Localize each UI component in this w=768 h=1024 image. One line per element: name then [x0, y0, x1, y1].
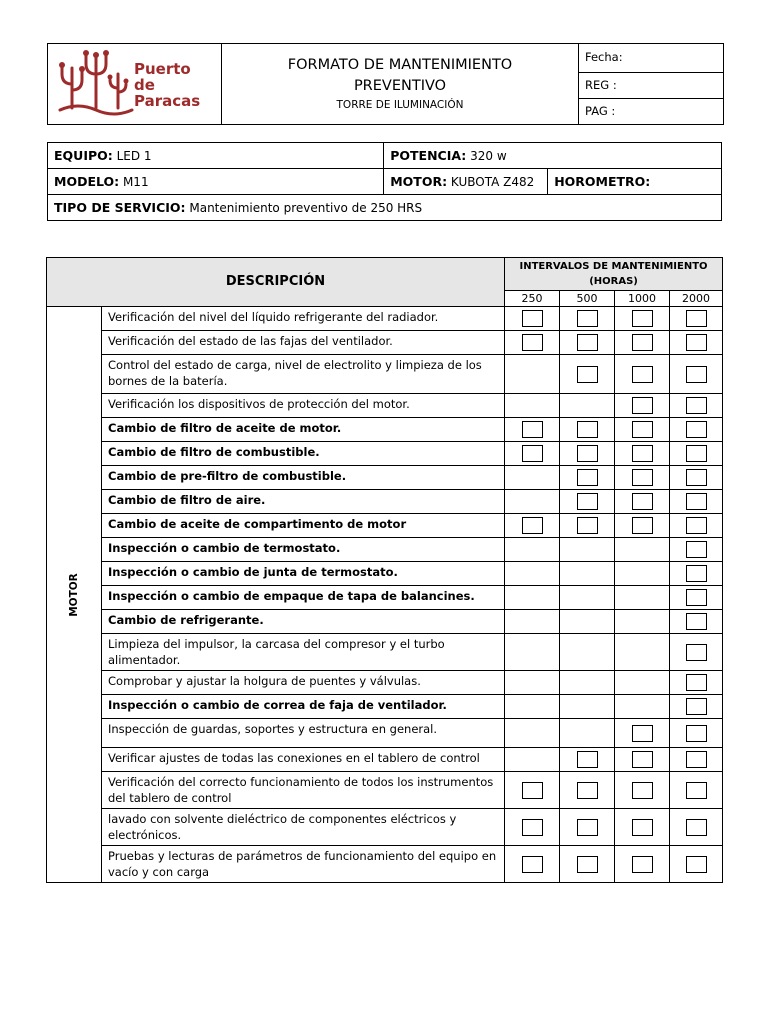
- interval-cell-500: [560, 538, 615, 562]
- equipo-label: EQUIPO:: [54, 148, 113, 163]
- logo-cell: [48, 44, 222, 124]
- checkbox[interactable]: [632, 445, 653, 462]
- table-row: [47, 355, 723, 394]
- table-row: [47, 846, 723, 883]
- interval-cell-250: [505, 586, 560, 610]
- interval-cell-1000: [615, 307, 670, 331]
- task-description: Verificación del nivel del líquido refrigerante del radiador.: [102, 307, 505, 331]
- modelo-label: MODELO:: [54, 174, 120, 189]
- interval-cell-500: [560, 562, 615, 586]
- interval-cell-2000: [670, 307, 723, 331]
- interval-cell-1000: [615, 846, 670, 883]
- interval-cell-250: [505, 695, 560, 719]
- table-row: [47, 418, 723, 442]
- checkbox[interactable]: [686, 517, 707, 534]
- checkbox[interactable]: [632, 725, 653, 742]
- potencia-value: 320 w: [470, 149, 507, 163]
- task-description: Inspección o cambio de termostato.: [102, 538, 505, 562]
- interval-cell-500: [560, 772, 615, 809]
- checkbox[interactable]: [577, 334, 598, 351]
- interval-250: 250: [505, 291, 560, 307]
- task-description: Verificación los dispositivos de protección del motor.: [102, 394, 505, 418]
- table-row: [47, 695, 723, 719]
- checkbox[interactable]: [577, 421, 598, 438]
- interval-cell-1000: [615, 610, 670, 634]
- fecha-field[interactable]: Fecha:: [579, 44, 723, 73]
- logo-word-2: de: [134, 76, 155, 94]
- interval-cell-1000: [615, 809, 670, 846]
- checkbox[interactable]: [632, 421, 653, 438]
- interval-cell-250: [505, 562, 560, 586]
- logo-word-1: Puerto: [134, 60, 191, 78]
- interval-cell-500: [560, 671, 615, 695]
- interval-cell-500: [560, 809, 615, 846]
- task-description: Cambio de refrigerante.: [102, 610, 505, 634]
- checkbox[interactable]: [686, 310, 707, 327]
- task-description: Verificación del correcto funcionamiento de todos los instrumentos del tablero de control: [102, 772, 505, 809]
- motor-label: MOTOR:: [390, 174, 448, 189]
- checkbox[interactable]: [577, 310, 598, 327]
- interval-cell-250: [505, 514, 560, 538]
- table-row: [47, 719, 723, 748]
- interval-cell-500: [560, 355, 615, 394]
- checkbox[interactable]: [522, 819, 543, 836]
- interval-cell-2000: [670, 538, 723, 562]
- potencia-cell[interactable]: [384, 143, 722, 169]
- interval-cell-1000: [615, 586, 670, 610]
- interval-500: 500: [560, 291, 615, 307]
- checkbox[interactable]: [632, 397, 653, 414]
- checkbox[interactable]: [632, 782, 653, 799]
- table-row: [47, 634, 723, 671]
- table-row: [47, 538, 723, 562]
- horometro-label: HOROMETRO:: [554, 174, 651, 189]
- interval-cell-250: [505, 671, 560, 695]
- interval-cell-2000: [670, 748, 723, 772]
- checkbox[interactable]: [686, 589, 707, 606]
- interval-cell-250: [505, 846, 560, 883]
- table-row: [47, 562, 723, 586]
- interval-cell-250: [505, 442, 560, 466]
- puerto-de-paracas-logo: [48, 44, 222, 124]
- interval-cell-2000: [670, 586, 723, 610]
- tipo-servicio-label: TIPO DE SERVICIO:: [54, 200, 186, 215]
- table-row: [47, 610, 723, 634]
- checkbox[interactable]: [577, 493, 598, 510]
- interval-cell-2000: [670, 466, 723, 490]
- interval-cell-250: [505, 610, 560, 634]
- checkbox[interactable]: [522, 445, 543, 462]
- checkbox[interactable]: [686, 613, 707, 630]
- checkbox[interactable]: [632, 819, 653, 836]
- table-row: [47, 331, 723, 355]
- checkbox[interactable]: [686, 565, 707, 582]
- interval-cell-500: [560, 719, 615, 748]
- title-line-1: FORMATO DE MANTENIMIENTO: [287, 57, 513, 73]
- interval-cell-1000: [615, 418, 670, 442]
- interval-cell-500: [560, 586, 615, 610]
- interval-cell-2000: [670, 809, 723, 846]
- task-description: Inspección o cambio de correa de faja de ventilador.: [102, 695, 505, 719]
- interval-cell-500: [560, 634, 615, 671]
- interval-cell-1000: [615, 466, 670, 490]
- checkbox[interactable]: [632, 366, 653, 383]
- interval-1000: 1000: [615, 291, 670, 307]
- interval-cell-500: [560, 418, 615, 442]
- task-description: Inspección de guardas, soportes y estructura en general.: [102, 719, 505, 748]
- interval-cell-250: [505, 809, 560, 846]
- interval-cell-250: [505, 719, 560, 748]
- interval-cell-2000: [670, 772, 723, 809]
- interval-cell-500: [560, 695, 615, 719]
- interval-cell-1000: [615, 562, 670, 586]
- interval-cell-2000: [670, 331, 723, 355]
- checkbox[interactable]: [686, 334, 707, 351]
- title-line-2: PREVENTIVO: [353, 78, 447, 94]
- interval-cell-1000: [615, 634, 670, 671]
- interval-cell-2000: [670, 418, 723, 442]
- document-subtitle: TORRE DE ILUMINACIÓN: [336, 99, 464, 111]
- task-description: Pruebas y lecturas de parámetros de funcionamiento del equipo en vacío y con carga: [102, 846, 505, 883]
- table-row: [47, 809, 723, 846]
- checkbox[interactable]: [632, 469, 653, 486]
- checkbox[interactable]: [522, 334, 543, 351]
- task-description: Comprobar y ajustar la holgura de puentes y válvulas.: [102, 671, 505, 695]
- interval-cell-1000: [615, 695, 670, 719]
- checkbox[interactable]: [577, 469, 598, 486]
- table-row: [47, 307, 723, 331]
- interval-cell-2000: [670, 671, 723, 695]
- interval-cell-2000: [670, 514, 723, 538]
- interval-cell-1000: [615, 748, 670, 772]
- task-description: Cambio de filtro de aceite de motor.: [102, 418, 505, 442]
- checkbox[interactable]: [686, 819, 707, 836]
- table-row: [47, 490, 723, 514]
- interval-2000: 2000: [670, 291, 723, 307]
- interval-cell-500: [560, 610, 615, 634]
- checkbox[interactable]: [632, 856, 653, 873]
- motor-cell[interactable]: [384, 169, 548, 195]
- checkbox[interactable]: [686, 493, 707, 510]
- checkbox[interactable]: [522, 310, 543, 327]
- checkbox[interactable]: [577, 517, 598, 534]
- checkbox[interactable]: [577, 782, 598, 799]
- potencia-label: POTENCIA:: [390, 148, 467, 163]
- checkbox[interactable]: [686, 856, 707, 873]
- table-row: [47, 514, 723, 538]
- horometro-cell[interactable]: [548, 169, 722, 195]
- maintenance-checklist-table: [46, 257, 723, 883]
- interval-cell-2000: [670, 695, 723, 719]
- interval-cell-2000: [670, 846, 723, 883]
- task-description: Inspección o cambio de empaque de tapa de balancines.: [102, 586, 505, 610]
- interval-cell-1000: [615, 719, 670, 748]
- checkbox[interactable]: [686, 469, 707, 486]
- checkbox[interactable]: [577, 445, 598, 462]
- tipo-servicio-value: Mantenimiento preventivo de 250 HRS: [189, 201, 423, 215]
- interval-cell-250: [505, 418, 560, 442]
- interval-cell-2000: [670, 490, 723, 514]
- interval-cell-250: [505, 394, 560, 418]
- interval-cell-1000: [615, 772, 670, 809]
- modelo-value: M11: [122, 175, 149, 189]
- task-description: Limpieza del impulsor, la carcasa del compresor y el turbo alimentador.: [102, 634, 505, 671]
- task-description: lavado con solvente dieléctrico de componentes eléctricos y electrónicos.: [102, 809, 505, 846]
- table-row: [47, 394, 723, 418]
- checkbox[interactable]: [577, 819, 598, 836]
- checkbox[interactable]: [686, 445, 707, 462]
- table-row: [47, 586, 723, 610]
- modelo-cell[interactable]: [48, 169, 384, 195]
- checkbox[interactable]: [632, 493, 653, 510]
- interval-cell-1000: [615, 671, 670, 695]
- task-description: Cambio de aceite de compartimento de motor: [102, 514, 505, 538]
- checkbox[interactable]: [686, 698, 707, 715]
- document-title: [222, 55, 578, 97]
- checkbox[interactable]: [686, 366, 707, 383]
- interval-cell-250: [505, 772, 560, 809]
- interval-cell-1000: [615, 331, 670, 355]
- checkbox[interactable]: [577, 751, 598, 768]
- interval-cell-1000: [615, 538, 670, 562]
- interval-cell-2000: [670, 719, 723, 748]
- interval-cell-2000: [670, 442, 723, 466]
- interval-cell-500: [560, 466, 615, 490]
- category-cell: [47, 307, 102, 883]
- table-row: [47, 466, 723, 490]
- motor-value: KUBOTA Z482: [450, 175, 535, 189]
- task-description: Cambio de pre-filtro de combustible.: [102, 466, 505, 490]
- interval-cell-2000: [670, 355, 723, 394]
- task-description: Cambio de filtro de aire.: [102, 490, 505, 514]
- checkbox[interactable]: [632, 334, 653, 351]
- interval-cell-500: [560, 514, 615, 538]
- category-label: MOTOR: [68, 573, 80, 617]
- interval-cell-500: [560, 748, 615, 772]
- equipment-info-table: [47, 142, 722, 221]
- interval-cell-250: [505, 538, 560, 562]
- checkbox[interactable]: [686, 751, 707, 768]
- pag-field[interactable]: PAG :: [585, 104, 616, 118]
- checkbox[interactable]: [577, 366, 598, 383]
- interval-cell-500: [560, 331, 615, 355]
- interval-cell-2000: [670, 634, 723, 671]
- checkbox[interactable]: [686, 397, 707, 414]
- checkbox[interactable]: [632, 751, 653, 768]
- task-description: Cambio de filtro de combustible.: [102, 442, 505, 466]
- task-description: Verificar ajustes de todas las conexiones en el tablero de control: [102, 748, 505, 772]
- interval-cell-1000: [615, 394, 670, 418]
- checkbox[interactable]: [632, 517, 653, 534]
- checkbox[interactable]: [522, 856, 543, 873]
- checkbox[interactable]: [577, 856, 598, 873]
- interval-cell-250: [505, 355, 560, 394]
- interval-cell-2000: [670, 394, 723, 418]
- document-header: [47, 43, 724, 125]
- checkbox[interactable]: [522, 421, 543, 438]
- title-cell: [222, 44, 579, 124]
- interval-cell-500: [560, 490, 615, 514]
- task-description: Inspección o cambio de junta de termostato.: [102, 562, 505, 586]
- intervals-header: INTERVALOS DE MANTENIMIENTO (HORAS): [505, 258, 723, 291]
- logo-word-3: Paracas: [134, 92, 201, 110]
- tipo-servicio-cell[interactable]: [48, 195, 722, 221]
- interval-cell-1000: [615, 355, 670, 394]
- checkbox[interactable]: [686, 644, 707, 661]
- interval-cell-1000: [615, 490, 670, 514]
- equipo-value: LED 1: [116, 149, 152, 163]
- interval-cell-250: [505, 748, 560, 772]
- interval-cell-1000: [615, 514, 670, 538]
- reg-field[interactable]: REG :: [579, 73, 723, 99]
- interval-cell-250: [505, 466, 560, 490]
- table-row: [47, 671, 723, 695]
- table-row: [47, 748, 723, 772]
- interval-cell-500: [560, 846, 615, 883]
- interval-cell-1000: [615, 442, 670, 466]
- interval-cell-250: [505, 307, 560, 331]
- table-row: [47, 442, 723, 466]
- interval-cell-500: [560, 394, 615, 418]
- checklist-body: [47, 307, 723, 883]
- equipo-cell[interactable]: [48, 143, 384, 169]
- interval-cell-250: [505, 634, 560, 671]
- task-description: Verificación del estado de las fajas del ventilador.: [102, 331, 505, 355]
- task-description: Control del estado de carga, nivel de electrolito y limpieza de los bornes de la batería.: [102, 355, 505, 394]
- checkbox[interactable]: [522, 782, 543, 799]
- checkbox[interactable]: [686, 674, 707, 691]
- checkbox[interactable]: [632, 310, 653, 327]
- interval-cell-2000: [670, 562, 723, 586]
- checkbox[interactable]: [686, 421, 707, 438]
- checkbox[interactable]: [686, 541, 707, 558]
- interval-cell-500: [560, 442, 615, 466]
- checkbox[interactable]: [522, 517, 543, 534]
- checkbox[interactable]: [686, 782, 707, 799]
- interval-cell-500: [560, 307, 615, 331]
- table-row: [47, 772, 723, 809]
- meta-cell: [579, 44, 723, 124]
- checkbox[interactable]: [686, 725, 707, 742]
- description-header: DESCRIPCIÓN: [47, 258, 505, 307]
- interval-cell-250: [505, 490, 560, 514]
- interval-cell-250: [505, 331, 560, 355]
- interval-cell-2000: [670, 610, 723, 634]
